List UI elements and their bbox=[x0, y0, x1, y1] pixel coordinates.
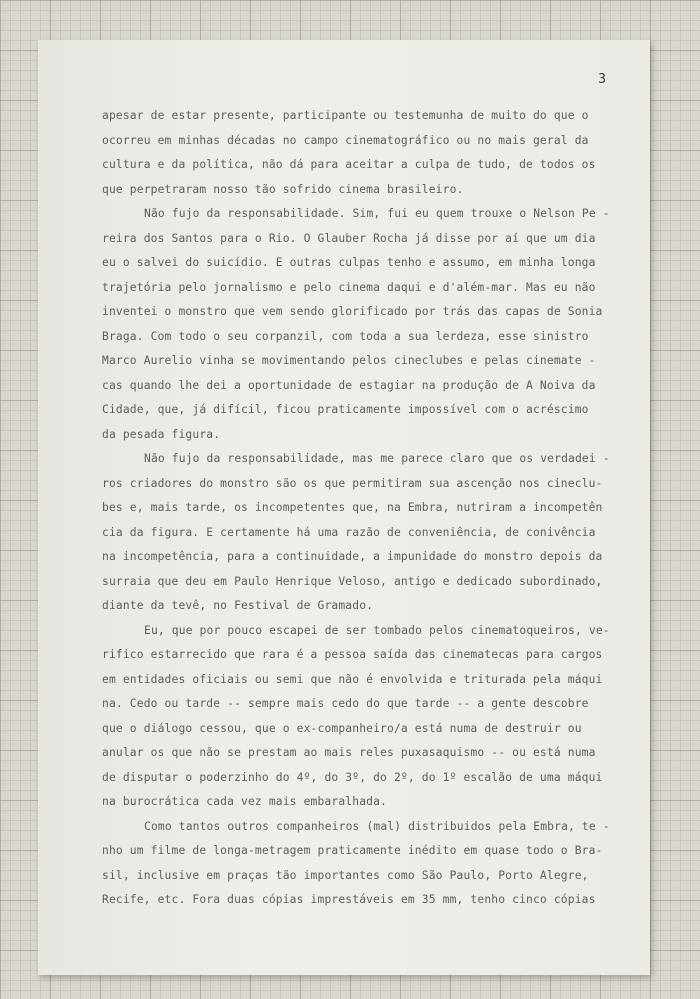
text-line: diante da tevê, no Festival de Gramado. bbox=[102, 599, 374, 612]
text-line: Braga. Com todo o seu corpanzil, com toda a sua lerdeza, esse sinistro bbox=[102, 329, 589, 343]
text-line: que perpetraram nosso tão sofrido cinema brasileiro. bbox=[102, 182, 464, 196]
text-line: Não fujo da responsabilidade. Sim, fui eu quem trouxe o Nelson Pe - bbox=[144, 207, 610, 220]
text-line: cia da figura. E certamente há uma razão de conveniência, de conivência bbox=[102, 525, 596, 539]
text-line: eu o salvei do suicídio. E outras culpas tenho e assumo, em minha longa bbox=[102, 256, 596, 269]
text-line: Como tantos outros companheiros (mal) distribuidos pela Embra, te - bbox=[144, 819, 610, 833]
text-line: bes e, mais tarde, os incompetentes que, na Embra, nutriram a incompetên bbox=[102, 501, 603, 514]
text-line: trajetória pelo jornalismo e pelo cinema daqui e d'além-mar. Mas eu não bbox=[102, 280, 596, 294]
text-line: Não fujo da responsabilidade, mas me parece claro que os verdadei - bbox=[144, 452, 610, 465]
document-body bbox=[102, 104, 654, 913]
text-line: reira dos Santos para o Rio. O Glauber Rocha já disse por aí que um dia bbox=[102, 231, 596, 245]
text-line: Marco Aurelio vinha se movimentando pelos cineclubes e pelas cinemate - bbox=[102, 354, 596, 367]
text-line: Recife, etc. Fora duas cópias imprestáveis em 35 mm, tenho cinco cópias bbox=[102, 893, 596, 906]
text-line: ros criadores do monstro são os que permitiram sua ascenção nos cineclu- bbox=[102, 476, 603, 490]
text-line: na incompetência, para a continuidade, a impunidade do monstro depois da bbox=[102, 550, 603, 563]
text-line: rifico estarrecido que rara é a pessoa saída das cinematecas para cargos bbox=[102, 648, 603, 661]
text-line: Eu, que por pouco escapei de ser tombado pelos cinematoqueiros, ve- bbox=[144, 623, 610, 637]
text-line: na burocrática cada vez mais embaralhada. bbox=[102, 795, 388, 808]
text-line: nho um filme de longa-metragem praticamente inédito em quase todo o Bra- bbox=[102, 844, 603, 857]
text-line: em entidades oficiais ou semi que não é envolvida e triturada pela máqui bbox=[102, 672, 603, 686]
text-line: anular os que não se prestam ao mais reles puxasaquismo -- ou está numa bbox=[102, 746, 596, 759]
text-line: ocorreu em minhas décadas no campo cinematográfico ou no mais geral da bbox=[102, 133, 589, 147]
typewritten-page bbox=[38, 40, 650, 975]
text-line: cultura e da política, não dá para aceitar a culpa de tudo, de todos os bbox=[102, 158, 596, 171]
text-line: inventei o monstro que vem sendo glorificado por trás das capas de Sonia bbox=[102, 305, 603, 318]
text-line: sil, inclusive em praças tão importantes como São Paulo, Porto Alegre, bbox=[102, 868, 589, 882]
text-line: Cidade, que, já difícil, ficou praticamente impossível com o acréscimo bbox=[102, 403, 589, 416]
text-line: cas quando lhe dei a oportunidade de estagiar na produção de A Noiva da bbox=[102, 378, 596, 392]
text-line: surraia que deu em Paulo Henrique Veloso, antigo e dedicado subordinado, bbox=[102, 574, 603, 588]
text-line: da pesada figura. bbox=[102, 427, 221, 441]
text-line: de disputar o poderzinho do 4º, do 3º, do 2º, do 1º escalão de uma máqui bbox=[102, 770, 603, 784]
text-line: na. Cedo ou tarde -- sempre mais cedo do que tarde -- a gente descobre bbox=[102, 697, 589, 710]
page-number: 3 bbox=[598, 72, 606, 87]
text-line: que o diálogo cessou, que o ex-companheiro/a está numa de destruir ou bbox=[102, 721, 582, 735]
text-line: apesar de estar presente, participante ou testemunha de muito do que o bbox=[102, 109, 589, 122]
